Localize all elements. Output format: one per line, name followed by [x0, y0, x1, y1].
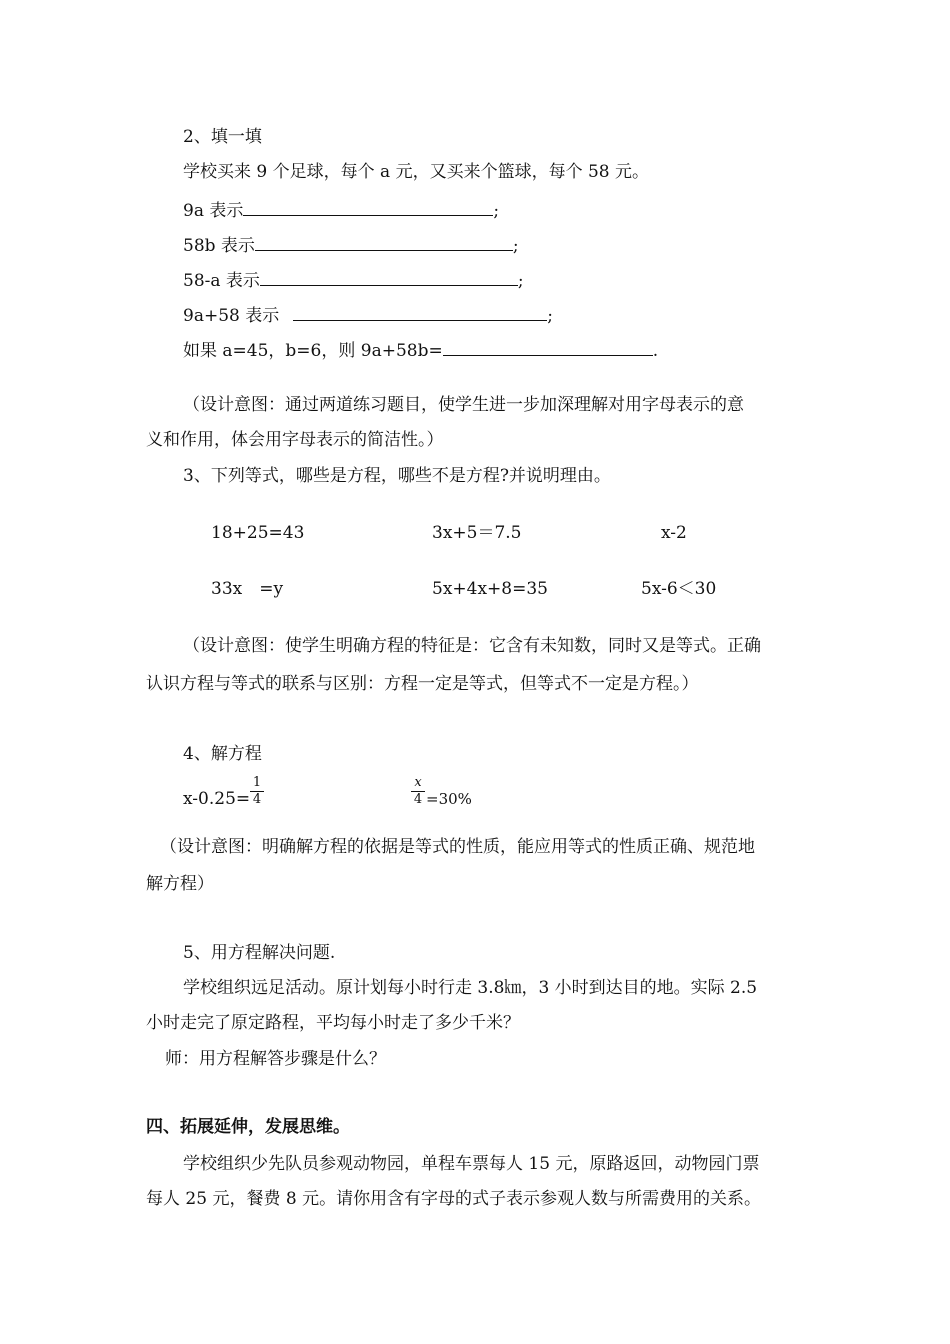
part-4-line-1: 学校组织少先队员参观动物园，单程车票每人 15 元，原路返回，动物园门票 [183, 1154, 760, 1174]
equation-2: 3x+5＝7.5 [432, 523, 522, 543]
design-note-2-line-2: 认识方程与等式的联系与区别：方程一定是等式，但等式不一定是方程。） [146, 674, 699, 694]
section-2-title: 2、填一填 [183, 127, 262, 147]
design-note-1-line-2: 义和作用，体会用字母表示的简洁性。） [146, 430, 444, 450]
equation-6: 5x-6＜30 [641, 579, 717, 599]
fraction-2-numerator: x [414, 775, 422, 790]
fill-line-3 [183, 267, 524, 292]
section-2-intro: 学校买来 9 个足球，每个 a 元，又买来个篮球，每个 58 元。 [183, 162, 650, 182]
fill-label-4: 9a+58 表示 [183, 306, 280, 326]
design-note-3-line-1: （设计意图：明确解方程的依据是等式的性质，能应用等式的性质正确、规范地 [160, 837, 755, 857]
fill-label-2: 58b 表示 [183, 236, 255, 256]
semicolon-4: ; [547, 306, 553, 326]
section-5-teacher-question: 师：用方程解答步骤是什么？ [165, 1049, 386, 1069]
fill-line-1 [183, 197, 499, 222]
answer-blank-3[interactable] [260, 267, 518, 286]
equation-5: 5x+4x+8=35 [432, 579, 548, 599]
design-note-1-line-1: （设计意图：通过两道练习题目，使学生进一步加深理解对用字母表示的意 [183, 395, 744, 415]
semicolon-1: ; [493, 201, 500, 221]
answer-blank-1[interactable] [243, 197, 493, 216]
part-4-heading: 四、拓展延伸，发展思维。 [146, 1117, 350, 1137]
period-5: . [652, 341, 659, 361]
fraction-1-numerator: 1 [252, 775, 262, 790]
design-note-2-line-1: （设计意图：使学生明确方程的特征是：它含有未知数，同时又是等式。正确 [183, 636, 761, 656]
solve-eq-2-suffix: =30% [426, 790, 472, 808]
section-5-title: 5、用方程解决问题. [183, 943, 336, 963]
semicolon-2: ; [512, 236, 519, 256]
section-5-problem-line-1: 学校组织远足活动。原计划每小时行走 3.8㎞，3 小时到达目的地。实际 2.5 [183, 978, 758, 998]
answer-blank-4[interactable] [293, 302, 547, 321]
part-4-line-2: 每人 25 元，餐费 8 元。请你用含有字母的式子表示参观人数与所需费用的关系。 [146, 1189, 762, 1209]
solve-eq-1-prefix: x-0.25= [183, 789, 251, 809]
design-note-3-line-2: 解方程） [146, 874, 214, 894]
equation-1: 18+25=43 [211, 523, 305, 543]
fill-line-2 [183, 232, 519, 257]
answer-blank-2[interactable] [255, 232, 513, 251]
fill-label-5: 如果 a=45，b=6，则 9a+58b= [183, 341, 443, 361]
fill-line-5 [183, 337, 658, 362]
fraction-one-quarter [250, 776, 264, 807]
fill-line-4 [183, 302, 553, 327]
section-4-title: 4、解方程 [183, 744, 262, 764]
equation-4: 33x =y [211, 579, 284, 599]
fill-label-3: 58-a 表示 [183, 271, 260, 291]
fraction-2-denominator: 4 [413, 792, 423, 807]
fraction-1-denominator: 4 [252, 792, 262, 807]
semicolon-3: ; [517, 271, 524, 291]
fraction-x-over-4 [411, 776, 425, 807]
section-5-problem-line-2: 小时走完了原定路程，平均每小时走了多少千米？ [146, 1013, 520, 1033]
equation-3: x-2 [661, 523, 687, 543]
section-3-title: 3、下列等式，哪些是方程，哪些不是方程?并说明理由。 [183, 466, 611, 486]
fill-label-1: 9a 表示 [183, 201, 244, 221]
answer-blank-5[interactable] [443, 337, 653, 356]
